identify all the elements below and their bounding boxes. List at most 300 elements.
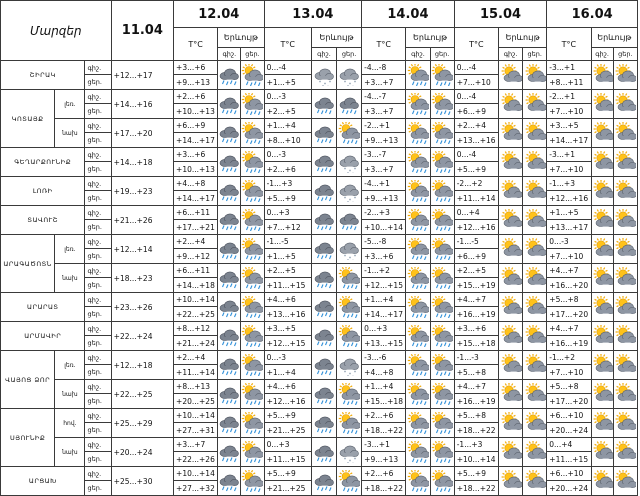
sun-cloud-rain-icon: [337, 470, 361, 492]
cloud-rain-icon: [218, 296, 240, 318]
temperature-range: +25...+29: [111, 409, 173, 438]
sun-cloud-icon: [592, 325, 613, 347]
cloud-rain-icon: [218, 383, 240, 405]
night-phenomena: [406, 119, 430, 148]
sun-cloud-icon: [523, 441, 546, 463]
cloud-rain-icon: [312, 151, 336, 173]
day-phenomena: [430, 438, 454, 467]
date-header: 16.04: [547, 1, 638, 28]
night-temperature: 0...-3: [547, 235, 591, 249]
night-phenomena: [218, 438, 241, 467]
night-label: գիշ.: [85, 322, 111, 336]
night-temperature: -1...+2: [547, 351, 591, 365]
night-phenomena: [218, 322, 241, 351]
sun-cloud-rain-icon: [406, 354, 429, 376]
day-temperature: +9...+13: [362, 452, 406, 467]
day-temperature: +9...+13: [362, 191, 406, 206]
night-phenomena: [311, 61, 336, 90]
table-row: [1, 177, 638, 191]
cloud-rain-icon: [312, 238, 336, 260]
night-label: գիշ.: [85, 380, 111, 394]
night-phenomena: [311, 264, 336, 293]
night-phenomena: [218, 177, 241, 206]
night-label: գիշ.: [311, 48, 336, 61]
sun-cloud-rain-icon: [241, 93, 263, 115]
night-label: գիշ.: [85, 438, 111, 452]
cloud-snow-icon: [337, 64, 361, 86]
sun-cloud-icon: [592, 383, 613, 405]
table-row: [1, 322, 638, 336]
day-temperature: +11...+15: [547, 452, 591, 467]
cloud-rain-icon: [312, 267, 336, 289]
cloud-rain-icon: [312, 180, 336, 202]
night-phenomena: [406, 264, 430, 293]
cloud-snow-icon: [312, 64, 336, 86]
cloud-rain-icon: [312, 470, 336, 492]
sun-cloud-rain-icon: [431, 470, 454, 492]
day-temperature: +11...+14: [174, 365, 218, 380]
day-label: ցեր.: [85, 452, 111, 467]
sun-cloud-rain-icon: [406, 93, 429, 115]
day-phenomena: [613, 409, 637, 438]
sun-cloud-icon: [523, 238, 546, 260]
night-phenomena: [498, 264, 522, 293]
night-phenomena: [218, 235, 241, 264]
night-phenomena: [591, 467, 613, 496]
sun-cloud-icon: [592, 209, 613, 231]
day-phenomena: [523, 177, 547, 206]
day-phenomena: [523, 206, 547, 235]
day-temperature: +18...+22: [362, 481, 406, 496]
day-temperature: +16...+19: [454, 307, 498, 322]
table-row: [1, 148, 638, 162]
day-phenomena: [613, 148, 637, 177]
night-label: գիշ.: [498, 48, 522, 61]
day-phenomena: [523, 235, 547, 264]
night-phenomena: [591, 90, 613, 119]
night-phenomena: [498, 409, 522, 438]
day-temperature: +21...+25: [264, 481, 311, 496]
sun-cloud-rain-icon: [337, 325, 361, 347]
day-temperature: +20...+25: [174, 394, 218, 409]
day-phenomena: [523, 61, 547, 90]
day-temperature: +27...+31: [174, 423, 218, 438]
night-phenomena: [218, 206, 241, 235]
table-row: [1, 264, 638, 278]
night-temperature: +3...+5: [547, 119, 591, 133]
sun-cloud-rain-icon: [406, 238, 429, 260]
night-phenomena: [498, 90, 522, 119]
day-phenomena: [336, 264, 361, 293]
day-temperature: +6...+9: [454, 249, 498, 264]
sun-cloud-icon: [499, 93, 522, 115]
forecast-body: [1, 61, 638, 496]
day-phenomena: [430, 148, 454, 177]
sun-cloud-rain-icon: [431, 296, 454, 318]
night-temperature: +10...+14: [174, 467, 218, 481]
region-name: ՎԱՅՈՑ ՁՈՐ: [1, 351, 55, 409]
phenomena-header: Երևույթ: [498, 28, 546, 48]
night-phenomena: [591, 61, 613, 90]
cloud-rain-icon: [312, 412, 336, 434]
day-temperature: +16...+19: [547, 336, 591, 351]
night-phenomena: [218, 61, 241, 90]
night-phenomena: [218, 351, 241, 380]
day-phenomena: [241, 322, 264, 351]
cloud-rain-icon: [218, 93, 240, 115]
cloud-snow-icon: [337, 151, 361, 173]
temperature-range: +23...+26: [111, 293, 173, 322]
day-phenomena: [430, 467, 454, 496]
night-temperature: 0...-4: [264, 61, 311, 75]
day-temperature: +13...+16: [264, 307, 311, 322]
night-phenomena: [311, 322, 336, 351]
night-temperature: -1...+3: [547, 177, 591, 191]
sun-cloud-icon: [592, 93, 613, 115]
sun-cloud-icon: [592, 180, 613, 202]
day-phenomena: [241, 380, 264, 409]
region-part-label: նախ: [55, 119, 85, 148]
sun-cloud-icon: [614, 151, 637, 173]
night-phenomena: [406, 467, 430, 496]
night-temperature: +4...+6: [264, 293, 311, 307]
day-temperature: +8...+10: [264, 133, 311, 148]
day-temperature: +10...+13: [174, 162, 218, 177]
day-phenomena: [241, 148, 264, 177]
night-phenomena: [498, 235, 522, 264]
sun-cloud-rain-icon: [241, 238, 263, 260]
night-temperature: 0...-4: [454, 90, 498, 104]
night-phenomena: [311, 380, 336, 409]
night-temperature: +4...+7: [547, 322, 591, 336]
sun-cloud-icon: [499, 238, 522, 260]
day-label: ցեր.: [523, 48, 547, 61]
night-phenomena: [406, 293, 430, 322]
night-phenomena: [406, 322, 430, 351]
region-name: ԱՐԱՐԱՏ: [1, 293, 85, 322]
sun-cloud-icon: [499, 441, 522, 463]
day-label: ցեր.: [241, 48, 264, 61]
night-phenomena: [311, 409, 336, 438]
night-phenomena: [311, 293, 336, 322]
sun-cloud-icon: [523, 470, 546, 492]
day-phenomena: [430, 322, 454, 351]
day-label: ցեր.: [85, 191, 111, 206]
day-phenomena: [430, 264, 454, 293]
day-temperature: +1...+5: [264, 249, 311, 264]
sun-cloud-rain-icon: [337, 296, 361, 318]
day-temperature: +11...+14: [454, 191, 498, 206]
sun-cloud-rain-icon: [406, 383, 429, 405]
day-phenomena: [430, 235, 454, 264]
day-label: ցեր.: [85, 249, 111, 264]
day-phenomena: [523, 380, 547, 409]
temperature-range: +12...+18: [111, 351, 173, 380]
day-temperature: +14...+18: [174, 278, 218, 293]
day-temperature: +7...+10: [547, 249, 591, 264]
night-phenomena: [218, 409, 241, 438]
night-phenomena: [498, 177, 522, 206]
region-part-label: լեռ.: [55, 90, 85, 119]
night-temperature: -2...+2: [454, 177, 498, 191]
day-temperature: +20...+24: [547, 481, 591, 496]
date-header: 15.04: [454, 1, 547, 28]
day-temperature: +21...+25: [264, 423, 311, 438]
night-phenomena: [311, 119, 336, 148]
day-temperature: +14...+17: [174, 133, 218, 148]
night-label: գիշ.: [591, 48, 613, 61]
night-temperature: 0...+3: [264, 206, 311, 220]
day-temperature: +5...+8: [454, 365, 498, 380]
day-temperature: +14...+17: [547, 133, 591, 148]
sun-cloud-rain-icon: [241, 383, 263, 405]
day-temperature: +8...+11: [547, 75, 591, 90]
day-phenomena: [336, 409, 361, 438]
day-label: ցեր.: [85, 162, 111, 177]
sun-cloud-icon: [614, 180, 637, 202]
day-label: ցեր.: [85, 394, 111, 409]
day-phenomena: [241, 206, 264, 235]
sun-cloud-rain-icon: [431, 325, 454, 347]
night-phenomena: [406, 380, 430, 409]
sun-cloud-icon: [499, 354, 522, 376]
day-phenomena: [336, 119, 361, 148]
day-temperature: +7...+10: [454, 75, 498, 90]
region-name: ԳԵՂԱՐՔՈՒՆԻՔ: [1, 148, 85, 177]
sun-cloud-rain-icon: [241, 180, 263, 202]
region-name: ԿՈՏԱՅՔ: [1, 90, 55, 148]
night-temperature: 0...+4: [547, 438, 591, 452]
sun-cloud-rain-icon: [406, 180, 429, 202]
day-label: ցեր.: [85, 133, 111, 148]
day-phenomena: [523, 119, 547, 148]
sun-cloud-icon: [614, 325, 637, 347]
day-phenomena: [336, 293, 361, 322]
night-temperature: -3...+1: [547, 61, 591, 75]
night-phenomena: [498, 467, 522, 496]
day-temperature: +11...+15: [264, 452, 311, 467]
day-phenomena: [336, 90, 361, 119]
night-temperature: 0...-4: [454, 61, 498, 75]
sun-cloud-icon: [614, 93, 637, 115]
night-temperature: +5...+8: [454, 409, 498, 423]
temperature-range: +25...+30: [111, 467, 173, 496]
night-temperature: -4...+1: [362, 177, 406, 191]
day-phenomena: [613, 90, 637, 119]
night-phenomena: [218, 148, 241, 177]
cloud-rain-icon: [337, 93, 361, 115]
night-temperature: -3...-6: [362, 351, 406, 365]
sun-cloud-rain-icon: [406, 209, 429, 231]
night-temperature: +3...+6: [454, 322, 498, 336]
day-temperature: +7...+10: [547, 104, 591, 119]
cloud-rain-icon: [312, 325, 336, 347]
night-temperature: +2...+4: [174, 351, 218, 365]
sun-cloud-icon: [523, 151, 546, 173]
day-label: ցեր.: [85, 481, 111, 496]
sun-cloud-icon: [523, 209, 546, 231]
night-phenomena: [218, 119, 241, 148]
sun-cloud-rain-icon: [406, 441, 429, 463]
table-row: [1, 119, 638, 133]
day-phenomena: [613, 235, 637, 264]
night-phenomena: [591, 322, 613, 351]
day-temperature: +5...+9: [264, 191, 311, 206]
night-temperature: 0...+3: [264, 438, 311, 452]
night-phenomena: [311, 235, 336, 264]
night-phenomena: [498, 119, 522, 148]
day-phenomena: [241, 235, 264, 264]
cloud-rain-icon: [218, 325, 240, 347]
temperature-range: +20...+24: [111, 438, 173, 467]
sun-cloud-icon: [499, 64, 522, 86]
day-phenomena: [613, 322, 637, 351]
sun-cloud-icon: [523, 122, 546, 144]
night-phenomena: [591, 351, 613, 380]
night-label: գիշ.: [85, 148, 111, 162]
day-temperature: +22...+25: [174, 307, 218, 322]
sun-cloud-icon: [523, 93, 546, 115]
sun-cloud-rain-icon: [406, 151, 429, 173]
day-phenomena: [336, 235, 361, 264]
cloud-rain-icon: [312, 354, 336, 376]
night-temperature: -1...-5: [454, 235, 498, 249]
cloud-rain-icon: [312, 122, 336, 144]
cloud-rain-icon: [218, 441, 240, 463]
temperature-header: T°C: [547, 28, 591, 61]
temperature-header: T°C: [174, 28, 218, 61]
sun-cloud-icon: [499, 151, 522, 173]
sun-cloud-icon: [592, 64, 613, 86]
day-phenomena: [523, 264, 547, 293]
day-phenomena: [523, 351, 547, 380]
day-phenomena: [241, 409, 264, 438]
cloud-rain-icon: [312, 209, 336, 231]
night-label: գիշ.: [85, 90, 111, 104]
sun-cloud-icon: [592, 470, 613, 492]
table-row: [1, 380, 638, 394]
sun-cloud-rain-icon: [406, 470, 429, 492]
temperature-range: +22...+25: [111, 380, 173, 409]
day-label: ցեր.: [85, 336, 111, 351]
sun-cloud-icon: [614, 354, 637, 376]
sun-cloud-icon: [592, 441, 613, 463]
night-label: գիշ.: [85, 177, 111, 191]
temperature-range: +12...+17: [111, 61, 173, 90]
night-temperature: +1...+4: [264, 119, 311, 133]
night-phenomena: [406, 206, 430, 235]
region-part-label: հով.: [55, 409, 85, 438]
night-phenomena: [498, 351, 522, 380]
sun-cloud-icon: [614, 470, 637, 492]
day-label: ցեր.: [85, 365, 111, 380]
night-temperature: +2...+4: [174, 235, 218, 249]
night-temperature: +2...+6: [362, 467, 406, 481]
sun-cloud-icon: [614, 267, 637, 289]
night-temperature: 0...-3: [264, 148, 311, 162]
day-phenomena: [523, 322, 547, 351]
night-phenomena: [498, 293, 522, 322]
day-temperature: +10...+13: [174, 104, 218, 119]
night-temperature: 0...-4: [454, 148, 498, 162]
temperature-range: +21...+26: [111, 206, 173, 235]
day-phenomena: [336, 61, 361, 90]
night-temperature: 0...+3: [362, 322, 406, 336]
sun-cloud-rain-icon: [241, 209, 263, 231]
night-phenomena: [311, 351, 336, 380]
day-temperature: +12...+15: [362, 278, 406, 293]
day-temperature: +20...+24: [547, 423, 591, 438]
table-row: [1, 351, 638, 365]
night-phenomena: [591, 264, 613, 293]
night-label: գիշ.: [406, 48, 430, 61]
day-phenomena: [430, 293, 454, 322]
day-label: ցեր.: [85, 278, 111, 293]
night-temperature: +6...+11: [174, 206, 218, 220]
day-temperature: +14...+17: [174, 191, 218, 206]
night-temperature: 0...-3: [264, 351, 311, 365]
day-phenomena: [336, 148, 361, 177]
day-temperature: +18...+22: [362, 423, 406, 438]
night-temperature: +10...+14: [174, 293, 218, 307]
night-phenomena: [591, 206, 613, 235]
night-phenomena: [591, 380, 613, 409]
day-temperature: +7...+10: [547, 365, 591, 380]
table-row: [1, 293, 638, 307]
day-temperature: +12...+16: [454, 220, 498, 235]
cloud-rain-icon: [337, 209, 361, 231]
night-phenomena: [218, 467, 241, 496]
sun-cloud-icon: [592, 238, 613, 260]
night-phenomena: [498, 148, 522, 177]
night-temperature: -5...-8: [362, 235, 406, 249]
cloud-rain-icon: [218, 238, 240, 260]
night-temperature: -1...+2: [362, 264, 406, 278]
day-temperature: +2...+6: [264, 162, 311, 177]
night-phenomena: [498, 438, 522, 467]
day-temperature: +4...+8: [362, 365, 406, 380]
night-temperature: -3...-7: [362, 148, 406, 162]
night-label: գիշ.: [85, 235, 111, 249]
night-phenomena: [591, 235, 613, 264]
day-phenomena: [336, 380, 361, 409]
night-temperature: +4...+6: [264, 380, 311, 394]
sun-cloud-rain-icon: [431, 64, 454, 86]
night-phenomena: [406, 148, 430, 177]
temperature-range: +17...+20: [111, 119, 173, 148]
day-temperature: +9...+12: [174, 249, 218, 264]
region-name: ԱՐՑԱԽ: [1, 467, 85, 496]
sun-cloud-rain-icon: [406, 325, 429, 347]
day-temperature: +12...+16: [264, 394, 311, 409]
temperature-range: +14...+18: [111, 148, 173, 177]
table-row: [1, 61, 638, 75]
night-temperature: +3...+7: [174, 438, 218, 452]
night-label: գիշ.: [85, 467, 111, 481]
temperature-header: T°C: [264, 28, 311, 61]
day-phenomena: [241, 264, 264, 293]
night-label: գիշ.: [85, 61, 111, 75]
night-temperature: -2...+3: [362, 206, 406, 220]
night-temperature: +8...+13: [174, 380, 218, 394]
sun-cloud-rain-icon: [406, 267, 429, 289]
day-temperature: +3...+7: [362, 75, 406, 90]
day-temperature: +15...+18: [454, 336, 498, 351]
temperature-range: +22...+24: [111, 322, 173, 351]
day-phenomena: [613, 438, 637, 467]
sun-cloud-rain-icon: [241, 151, 263, 173]
night-temperature: +2...+5: [454, 264, 498, 278]
